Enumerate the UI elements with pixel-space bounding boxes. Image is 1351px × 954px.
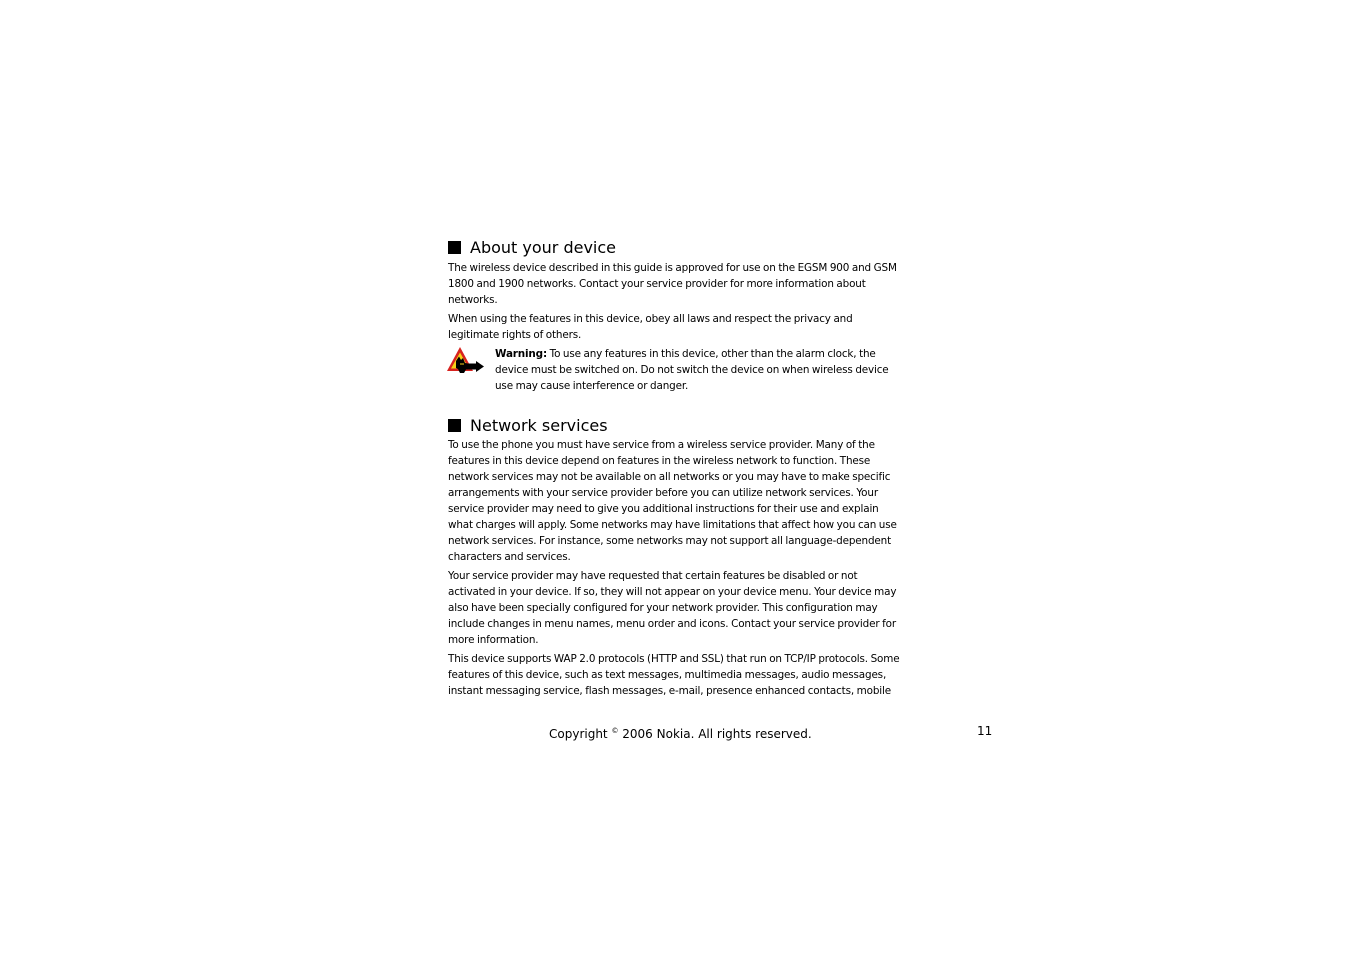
heading-square-icon <box>448 241 461 254</box>
copyright-prefix: Copyright <box>549 727 612 741</box>
warning-hand-icon <box>447 346 485 376</box>
section-heading-network <box>448 414 904 436</box>
copyright-symbol: © <box>611 727 619 735</box>
network-paragraph-3: This device supports WAP 2.0 protocols (HTTP and SSL) that run on TCP/IP protocols. Some features of this device, such as text messages, multimedia messages, audio messages, instant messaging service, flash messages, e-mail, presence enhanced contacts, mobile <box>448 653 900 697</box>
network-heading-text: Network services <box>470 415 608 435</box>
about-heading-text: About your device <box>470 237 617 257</box>
network-paragraph-2: Your service provider may have requested that certain features be disabled or not activated in your device. If so, they will not appear on your device menu. Your device may also have been specially configured for your network provider. This configuration may include changes in menu names, menu order and icons. Contact your service provider for more information. <box>448 570 897 646</box>
network-paragraph-1: To use the phone you must have service from a wireless service provider. Many of the features in this device depend on features in the wireless network to function. These network services may not be available on all networks or you may have to make specific arrangements with your service provider before you can utilize network services. Your service provider may need to give you additional instructions for their use and explain what charges will apply. Some networks may have limitations that affect how you can use network services. For instance, some networks may not support all language-dependent characters and services. <box>448 439 897 563</box>
about-paragraph-2: When using the features in this device, obey all laws and respect the privacy and legitimate rights of others. <box>448 313 853 341</box>
warning-label: Warning: <box>495 348 547 360</box>
warning-note <box>448 346 904 394</box>
section-heading-about <box>448 236 904 258</box>
page-content <box>448 236 904 699</box>
copyright-suffix: 2006 Nokia. All rights reserved. <box>618 727 812 741</box>
page-number: 11 <box>977 724 993 738</box>
about-paragraph-1: The wireless device described in this guide is approved for use on the EGSM 900 and GSM 1800 and 1900 networks. Contact your service provider for more information about networks. <box>448 262 897 306</box>
warning-body: To use any features in this device, other than the alarm clock, the device must be switched on. Do not switch the device on when wireless device use may cause interference or danger. <box>495 348 889 392</box>
footer-copyright <box>549 723 812 742</box>
warning-text <box>495 346 904 394</box>
heading-square-icon <box>448 419 461 432</box>
